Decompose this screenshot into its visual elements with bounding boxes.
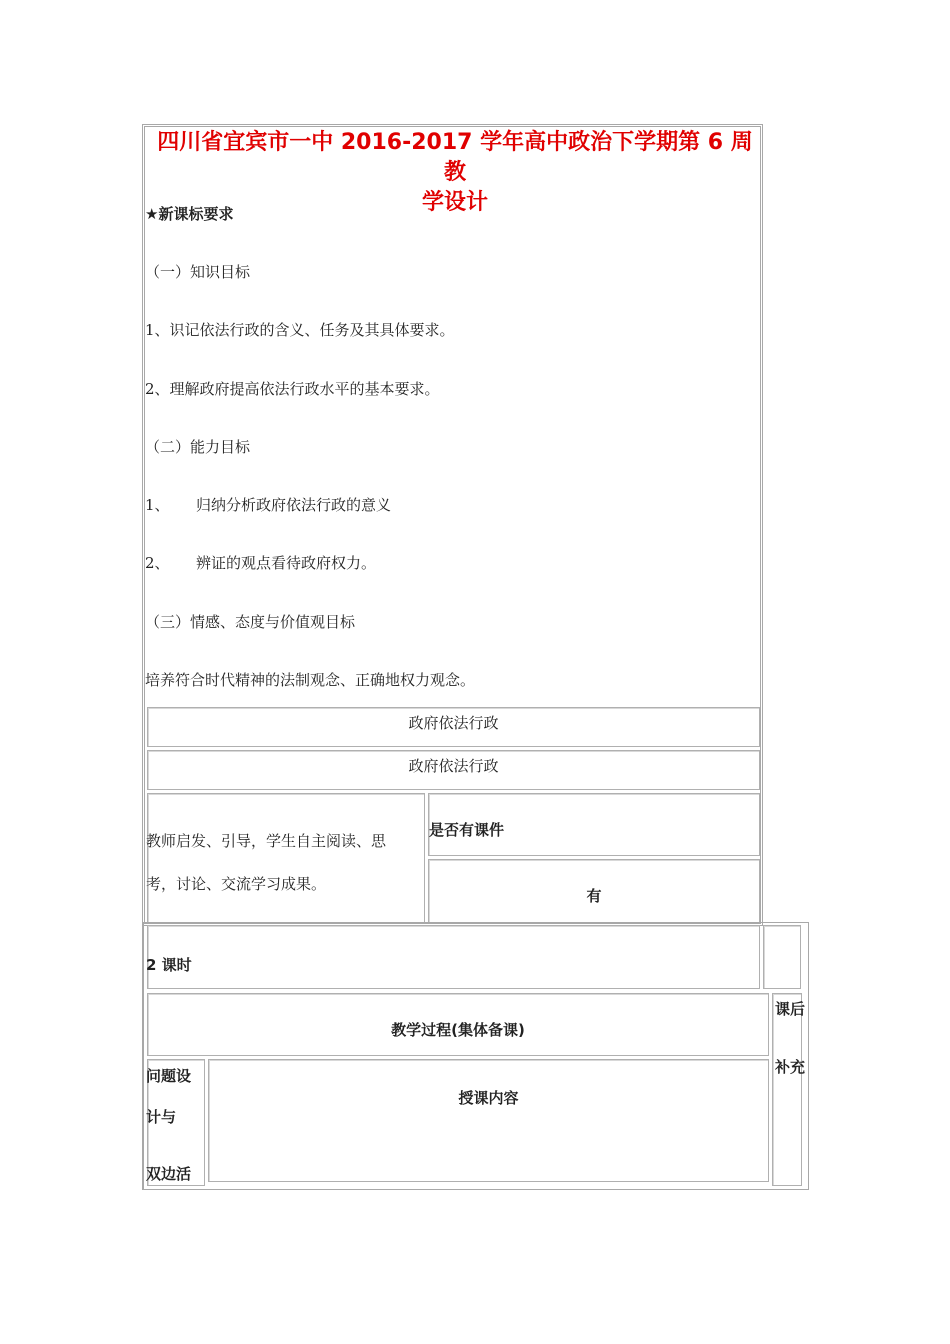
- process-header-cell: [147, 993, 769, 1056]
- document-title: [150, 128, 760, 218]
- standards-heading: ★新课标要求: [145, 205, 234, 223]
- hours-side-cell: [763, 925, 801, 989]
- question-design-cell: [147, 1059, 205, 1186]
- courseware-value-cell: [428, 859, 760, 923]
- teaching-method-line-1: 教师启发、引导，学生自主阅读、思: [146, 832, 387, 850]
- topic-1: 政府依法行政: [408, 714, 499, 732]
- ability-item-1-text: 归纳分析政府依法行政的意义: [196, 496, 392, 514]
- topic-cell-1: [147, 707, 760, 747]
- courseware-label: 是否有课件: [429, 821, 505, 839]
- ability-item-2-number: 2、: [145, 554, 170, 572]
- title-line-2: 学设计: [421, 190, 488, 215]
- after-class-line-1: 课后: [775, 1000, 806, 1018]
- title-line-1: 四川省宜宾市一中 2016-2017 学年高中政治下学期第 6 周教: [157, 130, 753, 185]
- ability-item-1-number: 1、: [145, 496, 170, 514]
- hours-cell: [147, 925, 760, 989]
- lesson-content-header: 授课内容: [458, 1089, 519, 1107]
- courseware-label-cell: [428, 793, 760, 856]
- after-class-line-2: 补充: [775, 1058, 806, 1076]
- emotion-item-1: 培养符合时代精神的法制观念、正确地权力观念。: [145, 671, 476, 689]
- question-design-line-2: 计与: [146, 1108, 177, 1126]
- question-design-line-1: 问题设: [146, 1067, 192, 1085]
- emotion-objectives-heading: （三）情感、态度与价值观目标: [145, 613, 356, 631]
- teaching-method-cell: [147, 793, 425, 923]
- courseware-value: 有: [586, 887, 602, 905]
- knowledge-objectives-heading: （一）知识目标: [145, 263, 251, 281]
- after-class-cell: [772, 993, 806, 1186]
- lesson-content-cell: [208, 1059, 769, 1182]
- teaching-method-line-2: 考，讨论、交流学习成果。: [146, 875, 327, 893]
- ability-objectives-heading: （二）能力目标: [145, 438, 251, 456]
- class-hours: 2 课时: [146, 956, 192, 974]
- topic-cell-2: [147, 750, 760, 790]
- topic-2: 政府依法行政: [408, 757, 499, 775]
- knowledge-item-2: 2、理解政府提高依法行政水平的基本要求。: [145, 380, 440, 398]
- process-header: 教学过程(集体备课): [391, 1021, 525, 1039]
- ability-item-2-text: 辨证的观点看待政府权力。: [196, 554, 377, 572]
- question-design-line-3: 双边活: [146, 1165, 192, 1183]
- knowledge-item-1: 1、识记依法行政的含义、任务及其具体要求。: [145, 321, 455, 339]
